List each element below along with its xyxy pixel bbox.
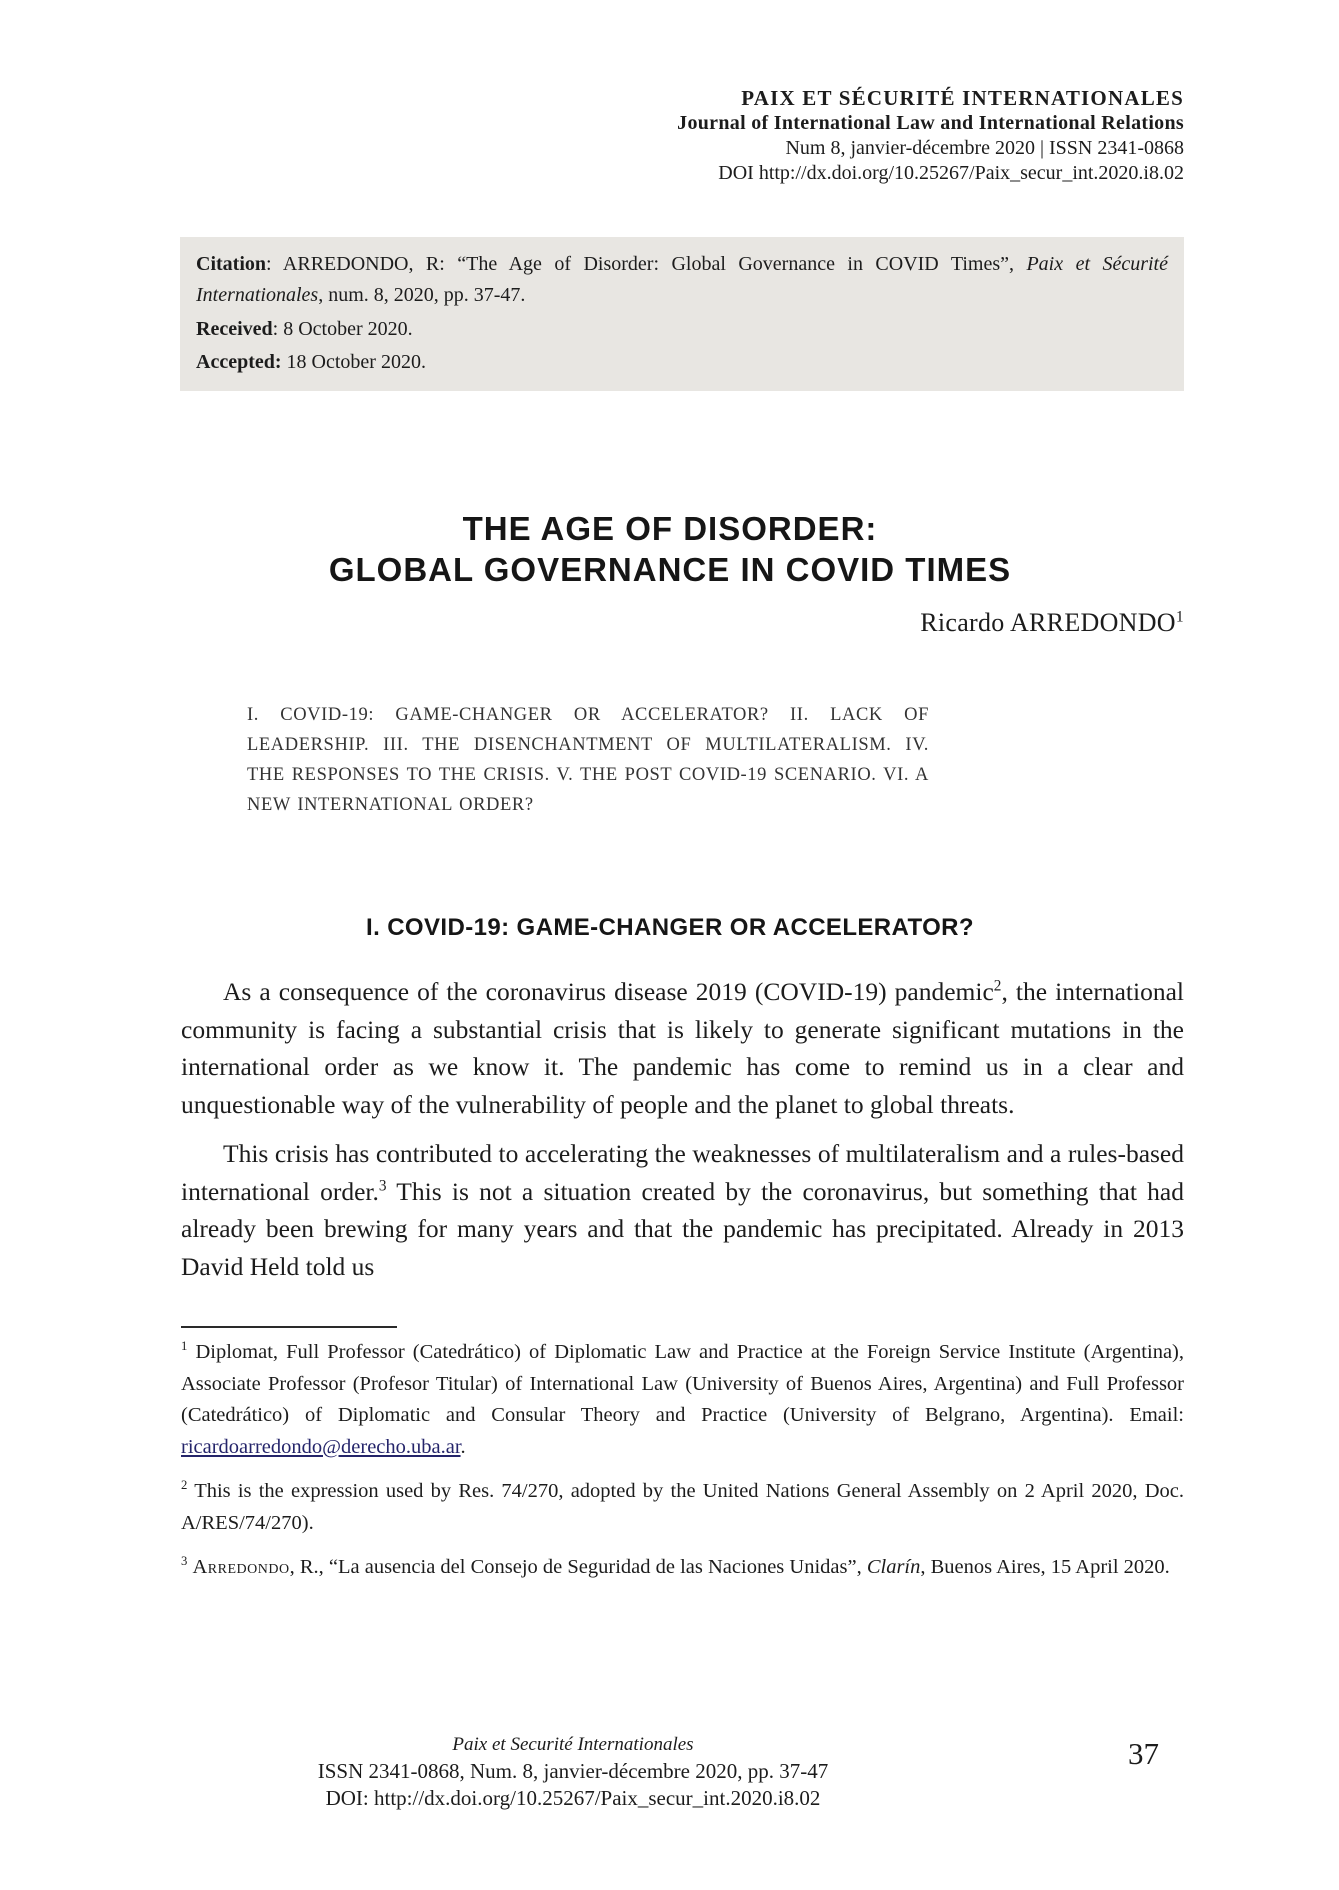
footnote-3-source: Clarín bbox=[866, 1556, 921, 1578]
received-line bbox=[196, 315, 1168, 344]
footnote-ref-2: 2 bbox=[993, 977, 1002, 995]
footnote-1-text: Diplomat, Full Professor (Catedrático) of Diplomatic Law and Practice at the Foreign Service Institute (Argentina), Associate Professor (Profesor Titular) of International Law (University of Buenos Aires, Argentina) and Full Professor (Catedrático) of Diplomatic and Consular Theory and Practice (University of Belgrano, Argentina). Email: bbox=[181, 1341, 1184, 1426]
footnote-separator bbox=[181, 1326, 397, 1328]
footnote-2-marker: 2 bbox=[181, 1478, 188, 1493]
paragraph-2-text: This crisis has contributed to accelerating the weaknesses of multilateralism and a rules-based international order. bbox=[181, 1139, 1184, 1206]
citation-text: : ARREDONDO, R: “The Age of Disorder: Global Governance in COVID Times”, bbox=[266, 253, 1027, 275]
article-outline: I. COVID-19: GAME-CHANGER OR ACCELERATOR? II. LACK OF LEADERSHIP. III. THE DISENCHANTMENT OF MULTILATERALISM. IV. THE RESPONSES TO THE CRISIS. V. THE POST COVID-19 SCENARIO. VI. A NEW INTERNATIONAL ORDER? bbox=[247, 705, 929, 815]
footer-journal-name: Paix et Securité Internationales bbox=[452, 1734, 694, 1755]
footnote-2-text: This is the expression used by Res. 74/270, adopted by the United Nations General Assembly on 2 April 2020, Doc. A/RES/74/270). bbox=[181, 1480, 1184, 1534]
citation-label: Citation bbox=[196, 253, 266, 275]
citation-box bbox=[180, 237, 1184, 391]
citation-text-cont: , num. 8, 2020, pp. 37-47. bbox=[318, 284, 526, 306]
paragraph-2-text-cont: This is not a situation created by the coronavirus, but something that had already been brewing for many years and that the pandemic has precipitated. Already in 2013 David Held told us bbox=[181, 1176, 1184, 1281]
journal-title: PAIX ET SÉCURITÉ INTERNATIONALES bbox=[741, 86, 1184, 110]
page-footer bbox=[163, 1732, 983, 1812]
footnote-3-text: , R., “La ausencia del Consejo de Seguridad de las Naciones Unidas”, bbox=[289, 1556, 867, 1578]
article-title bbox=[160, 508, 1180, 590]
footnote-1-text-end: . bbox=[460, 1435, 466, 1458]
page-number: 37 bbox=[1128, 1736, 1159, 1771]
accepted-label: Accepted: bbox=[196, 351, 282, 373]
section-heading: I. COVID-19: GAME-CHANGER OR ACCELERATOR? bbox=[366, 914, 974, 941]
footer-doi-line: DOI: http://dx.doi.org/10.25267/Paix_secur_int.2020.i8.02 bbox=[325, 1786, 821, 1810]
citation-journal-name: Paix et Sécurité Internationales bbox=[196, 253, 1168, 306]
received-value: : 8 October 2020. bbox=[272, 318, 413, 340]
footnote-3-author: Arredondo bbox=[192, 1556, 290, 1578]
footnote-3-text-end: , Buenos Aires, 15 April 2020. bbox=[920, 1556, 1170, 1578]
paragraph-1-text-cont: , the international community is facing a substantial crisis that is likely to generate significant mutations in the international order as we know it. The pandemic has come to remind us in a clear and unquestionable way of the vulnerability of people and the planet to global threats. bbox=[181, 977, 1184, 1119]
article-title-line-1: THE AGE OF DISORDER: bbox=[462, 510, 878, 547]
author-footnote-ref: 1 bbox=[1175, 608, 1184, 626]
journal-issue-line: Num 8, janvier-décembre 2020 | ISSN 2341-0868 bbox=[785, 137, 1184, 159]
journal-header bbox=[677, 86, 1184, 186]
footnote-3 bbox=[181, 1552, 1184, 1584]
footnotes bbox=[181, 1326, 1184, 1597]
paragraph-1 bbox=[181, 973, 1184, 1123]
article-body bbox=[181, 973, 1184, 1285]
author-name: Ricardo ARREDONDO bbox=[920, 608, 1176, 637]
accepted-line bbox=[196, 348, 1168, 377]
received-label: Received bbox=[196, 318, 273, 340]
email-link[interactable]: ricardoarredondo@derecho.uba.ar bbox=[181, 1435, 461, 1458]
accepted-value: 18 October 2020. bbox=[281, 351, 426, 373]
journal-doi-line: DOI http://dx.doi.org/10.25267/Paix_secur_int.2020.i8.02 bbox=[718, 162, 1184, 184]
footnote-ref-3: 3 bbox=[378, 1177, 387, 1194]
footnote-3-marker: 3 bbox=[181, 1554, 188, 1569]
footnote-2 bbox=[181, 1476, 1184, 1539]
footnote-1 bbox=[181, 1337, 1184, 1463]
citation-line bbox=[196, 249, 1168, 311]
paragraph-2 bbox=[181, 1135, 1184, 1285]
article-title-line-2: GLOBAL GOVERNANCE IN COVID TIMES bbox=[328, 551, 1012, 588]
footnote-1-marker: 1 bbox=[181, 1339, 188, 1354]
journal-subtitle: Journal of International Law and International Relations bbox=[677, 112, 1184, 134]
author-line bbox=[920, 608, 1184, 638]
paragraph-1-text: As a consequence of the coronavirus disease 2019 (COVID-19) pandemic bbox=[223, 977, 994, 1006]
footer-issn-line: ISSN 2341-0868, Num. 8, janvier-décembre 2020, pp. 37-47 bbox=[317, 1759, 829, 1783]
